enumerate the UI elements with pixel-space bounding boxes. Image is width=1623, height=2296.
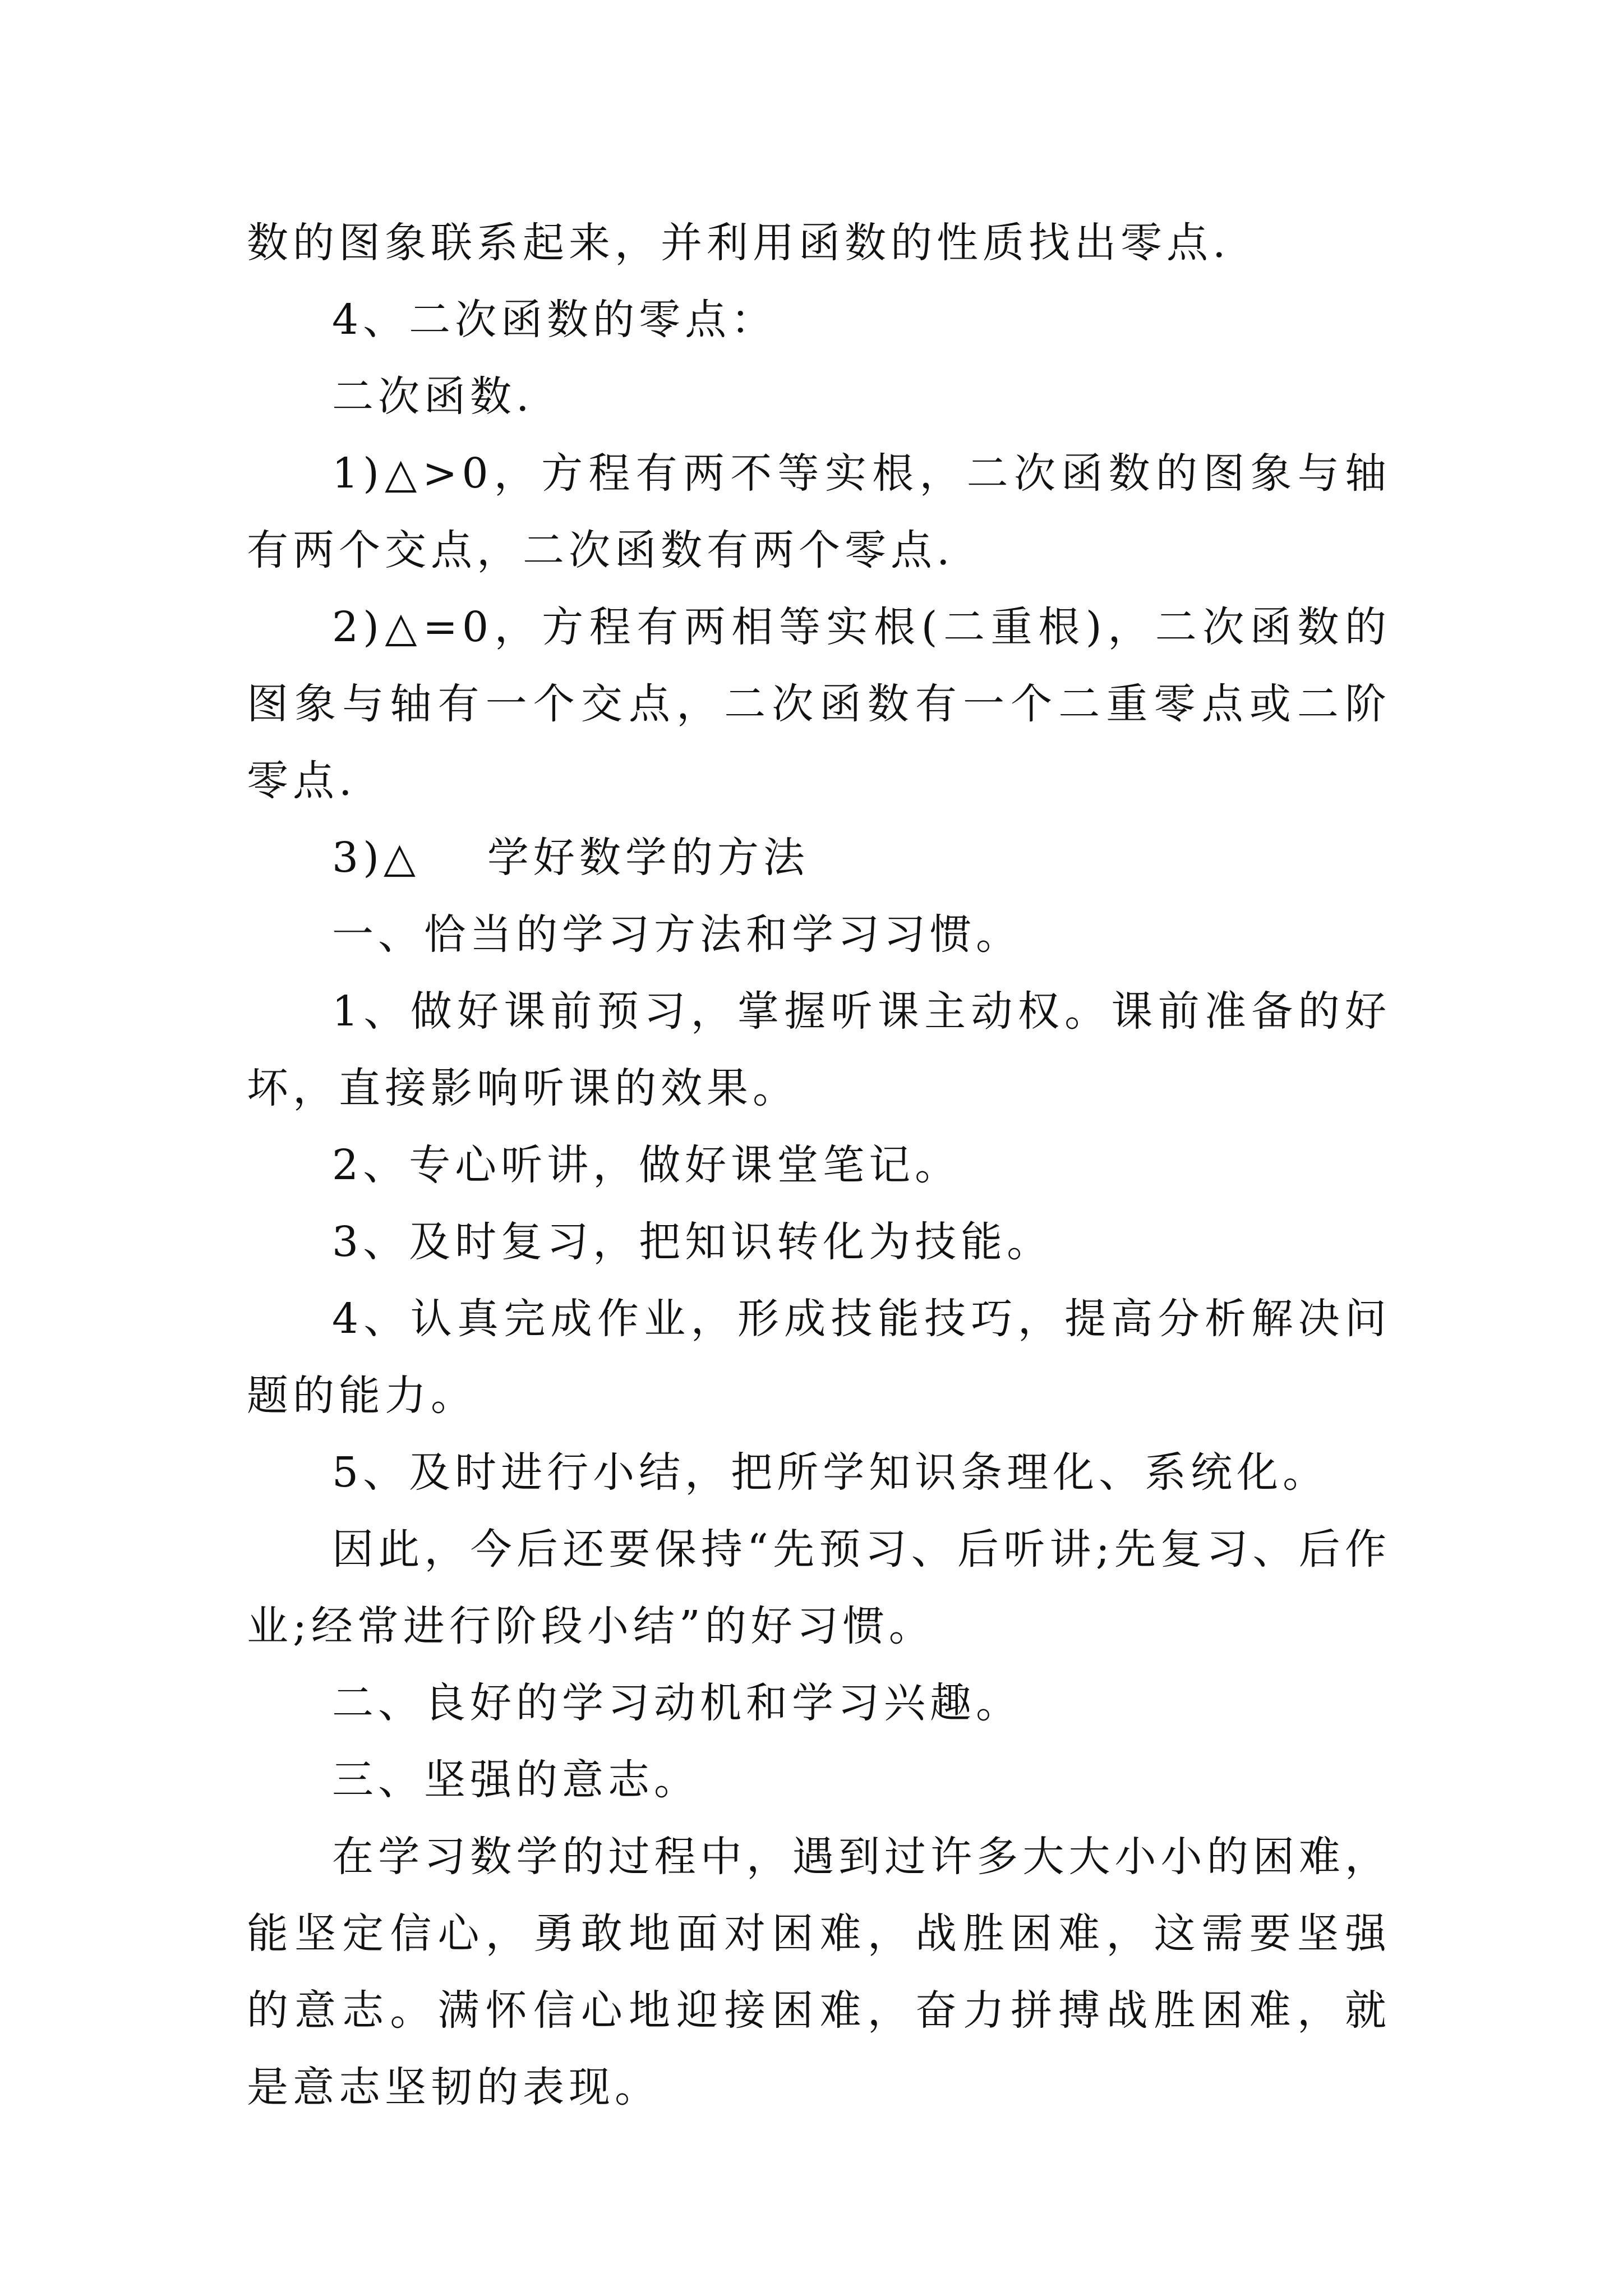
paragraph-case-delta-negative (247, 820, 1391, 896)
paragraph-case-delta-positive: 1)△>0，方程有两不等实根，二次函数的图象与轴有两个交点，二次函数有两个零点. (247, 449, 1391, 574)
document-body (247, 205, 1391, 2126)
paragraph-quadratic-function: 二次函数. (332, 372, 534, 421)
section-title-math-methods: 学好数学的方法 (487, 834, 809, 882)
paragraph-item-review: 3、及时复习，把知识转化为技能。 (332, 1218, 1053, 1266)
paragraph-habits: 因此，今后还要保持“先预习、后听讲;先复习、后作业;经常进行阶段小结”的好习惯。 (247, 1525, 1391, 1650)
case-delta-negative-label: 3)△ (332, 834, 420, 882)
paragraph-section-one: 一、恰当的学习方法和学习习惯。 (332, 910, 1022, 959)
paragraph-case-delta-zero: 2)△=0，方程有两相等实根(二重根)，二次函数的图象与轴有一个交点，二次函数有一个二重零点或二阶零点. (247, 603, 1391, 805)
paragraph-continuation: 数的图象联系起来，并利用函数的性质找出零点. (247, 219, 1230, 267)
paragraph-section-three: 三、坚强的意志。 (332, 1756, 700, 1804)
paragraph-section-two: 二、良好的学习动机和学习兴趣。 (332, 1679, 1022, 1727)
paragraph-item-summary: 5、及时进行小结，把所学知识条理化、系统化。 (332, 1448, 1329, 1497)
paragraph-quadratic-zeros-heading: 4、二次函数的零点： (332, 296, 777, 344)
paragraph-item-listen: 2、专心听讲，做好课堂笔记。 (332, 1141, 961, 1189)
paragraph-willpower: 在学习数学的过程中，遇到过许多大大小小的困难，能坚定信心，勇敢地面对困难，战胜困难，这需要坚强的意志。满怀信心地迎接困难，奋力拼搏战胜困难，就是意志坚韧的表现。 (247, 1833, 1391, 2111)
paragraph-item-homework: 4、认真完成作业，形成技能技巧，提高分析解决问题的能力。 (247, 1295, 1391, 1420)
paragraph-item-preview: 1、做好课前预习，掌握听课主动权。课前准备的好坏，直接影响听课的效果。 (247, 987, 1391, 1112)
